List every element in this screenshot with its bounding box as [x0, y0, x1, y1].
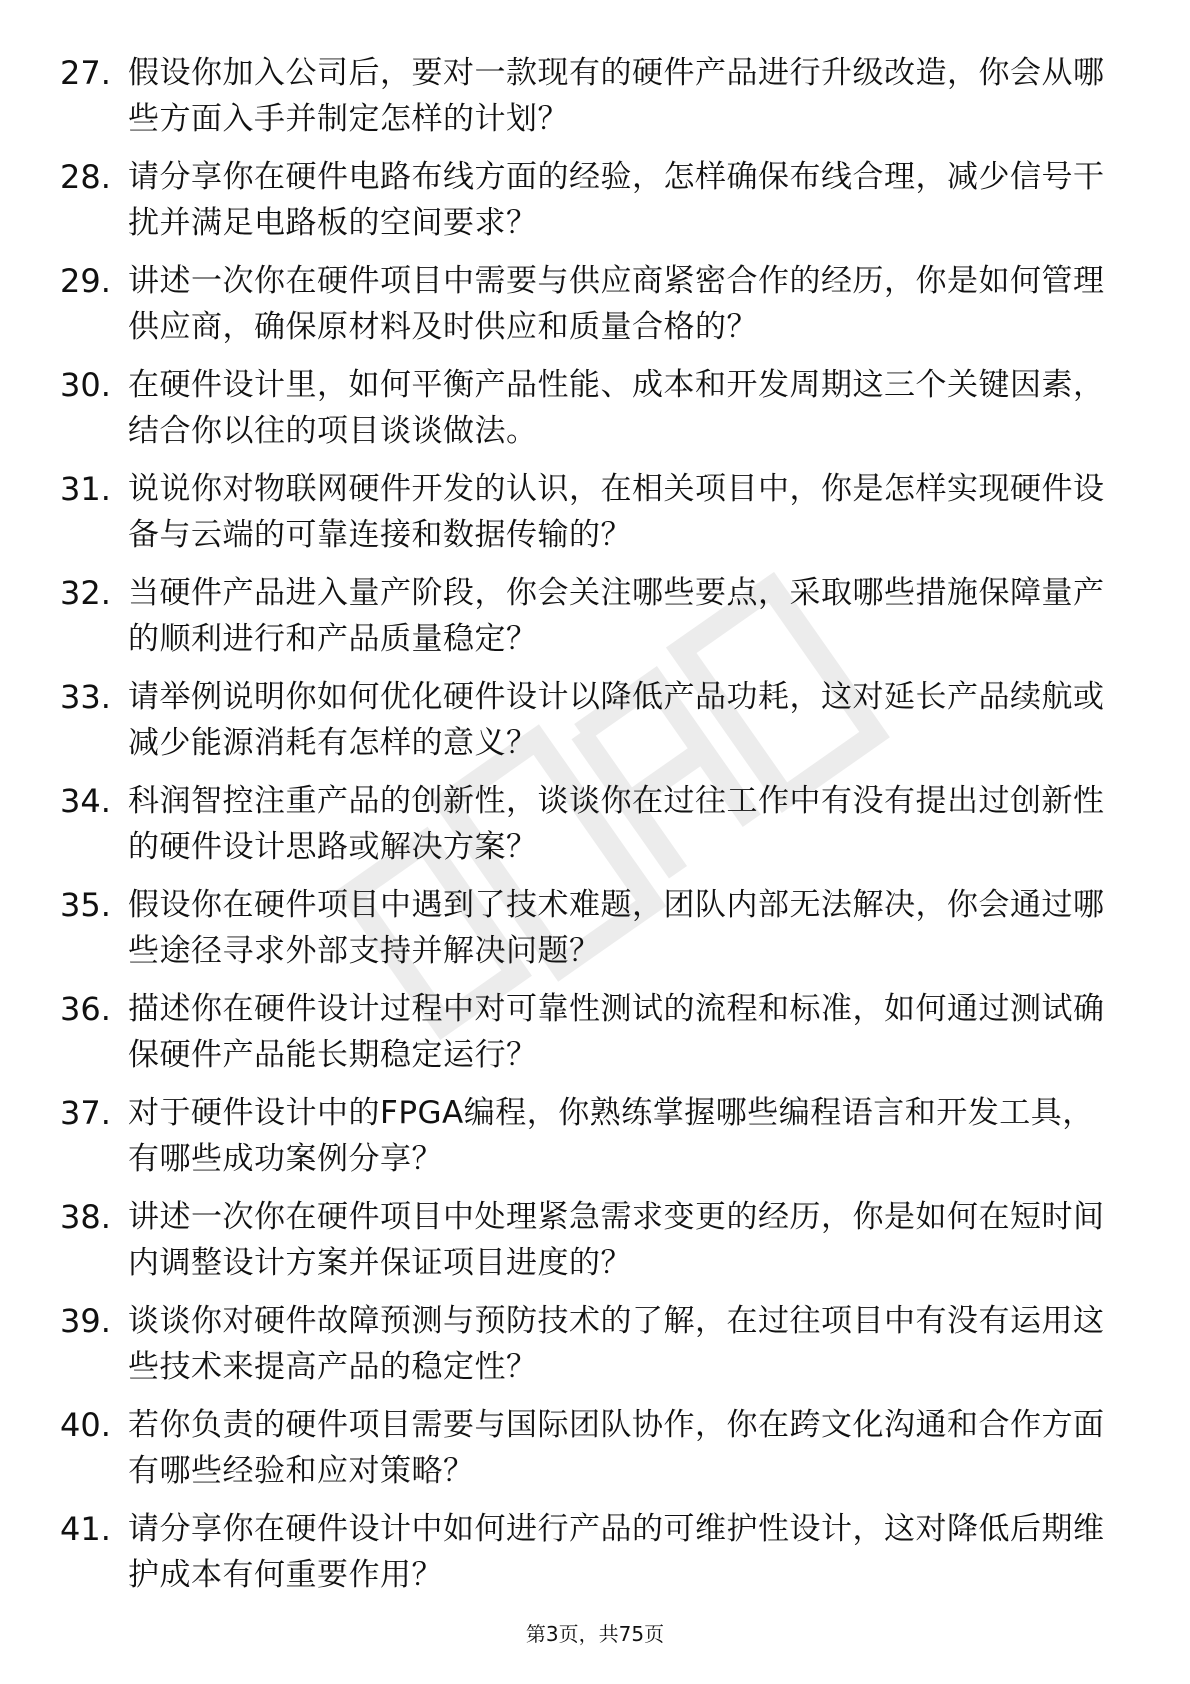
question-number: 32.	[60, 574, 111, 612]
question-item	[60, 1298, 1110, 1402]
question-text: 谈谈你对硬件故障预测与预防技术的了解，在过往项目中有没有运用这些技术来提高产品的稳定性？	[128, 1303, 1105, 1385]
question-number: 35.	[60, 886, 111, 924]
question-number: 38.	[60, 1198, 111, 1236]
question-number: 27.	[60, 54, 111, 92]
question-text: 科润智控注重产品的创新性，谈谈你在过往工作中有没有提出过创新性的硬件设计思路或解决方案？	[128, 783, 1105, 865]
question-item	[60, 674, 1110, 778]
question-item	[60, 50, 1110, 154]
question-item	[60, 1090, 1110, 1194]
question-item	[60, 154, 1110, 258]
page-number-label: 第3页，共75页	[525, 1622, 665, 1646]
question-text: 请举例说明你如何优化硬件设计以降低产品功耗，这对延长产品续航或减少能源消耗有怎样的意义？	[128, 679, 1105, 761]
question-number: 37.	[60, 1094, 111, 1132]
question-number: 31.	[60, 470, 111, 508]
question-text: 假设你加入公司后，要对一款现有的硬件产品进行升级改造，你会从哪些方面入手并制定怎样的计划？	[128, 55, 1105, 137]
question-text: 说说你对物联网硬件开发的认识，在相关项目中，你是怎样实现硬件设备与云端的可靠连接和数据传输的？	[128, 471, 1105, 553]
question-text: 请分享你在硬件设计中如何进行产品的可维护性设计，这对降低后期维护成本有何重要作用？	[128, 1511, 1105, 1593]
question-item	[60, 1506, 1110, 1610]
question-text: 当硬件产品进入量产阶段，你会关注哪些要点，采取哪些措施保障量产的顺利进行和产品质量稳定？	[128, 575, 1105, 657]
question-text: 假设你在硬件项目中遇到了技术难题，团队内部无法解决，你会通过哪些途径寻求外部支持并解决问题？	[128, 887, 1105, 969]
question-item	[60, 1402, 1110, 1506]
question-text: 讲述一次你在硬件项目中需要与供应商紧密合作的经历，你是如何管理供应商，确保原材料及时供应和质量合格的？	[128, 263, 1105, 345]
question-text: 在硬件设计里，如何平衡产品性能、成本和开发周期这三个关键因素，结合你以往的项目谈谈做法。	[128, 367, 1105, 449]
question-number: 34.	[60, 782, 111, 820]
question-text: 对于硬件设计中的FPGA编程，你熟练掌握哪些编程语言和开发工具，有哪些成功案例分享？	[128, 1095, 1094, 1177]
question-item	[60, 466, 1110, 570]
question-number: 30.	[60, 366, 111, 404]
question-item	[60, 986, 1110, 1090]
question-number: 41.	[60, 1510, 111, 1548]
page-footer	[0, 1620, 1190, 1648]
question-number: 39.	[60, 1302, 111, 1340]
question-number: 36.	[60, 990, 111, 1028]
question-number: 33.	[60, 678, 111, 716]
question-text: 请分享你在硬件电路布线方面的经验，怎样确保布线合理，减少信号干扰并满足电路板的空间要求？	[128, 159, 1105, 241]
question-number: 29.	[60, 262, 111, 300]
question-item	[60, 362, 1110, 466]
question-text: 若你负责的硬件项目需要与国际团队协作，你在跨文化沟通和合作方面有哪些经验和应对策略？	[128, 1407, 1105, 1489]
question-text: 描述你在硬件设计过程中对可靠性测试的流程和标准，如何通过测试确保硬件产品能长期稳定运行？	[128, 991, 1105, 1073]
question-item	[60, 1194, 1110, 1298]
question-number: 28.	[60, 158, 111, 196]
question-item	[60, 882, 1110, 986]
question-item	[60, 778, 1110, 882]
question-item	[60, 570, 1110, 674]
question-text: 讲述一次你在硬件项目中处理紧急需求变更的经历，你是如何在短时间内调整设计方案并保证项目进度的？	[128, 1199, 1105, 1281]
question-item	[60, 258, 1110, 362]
question-list	[60, 50, 1110, 1610]
question-number: 40.	[60, 1406, 111, 1444]
